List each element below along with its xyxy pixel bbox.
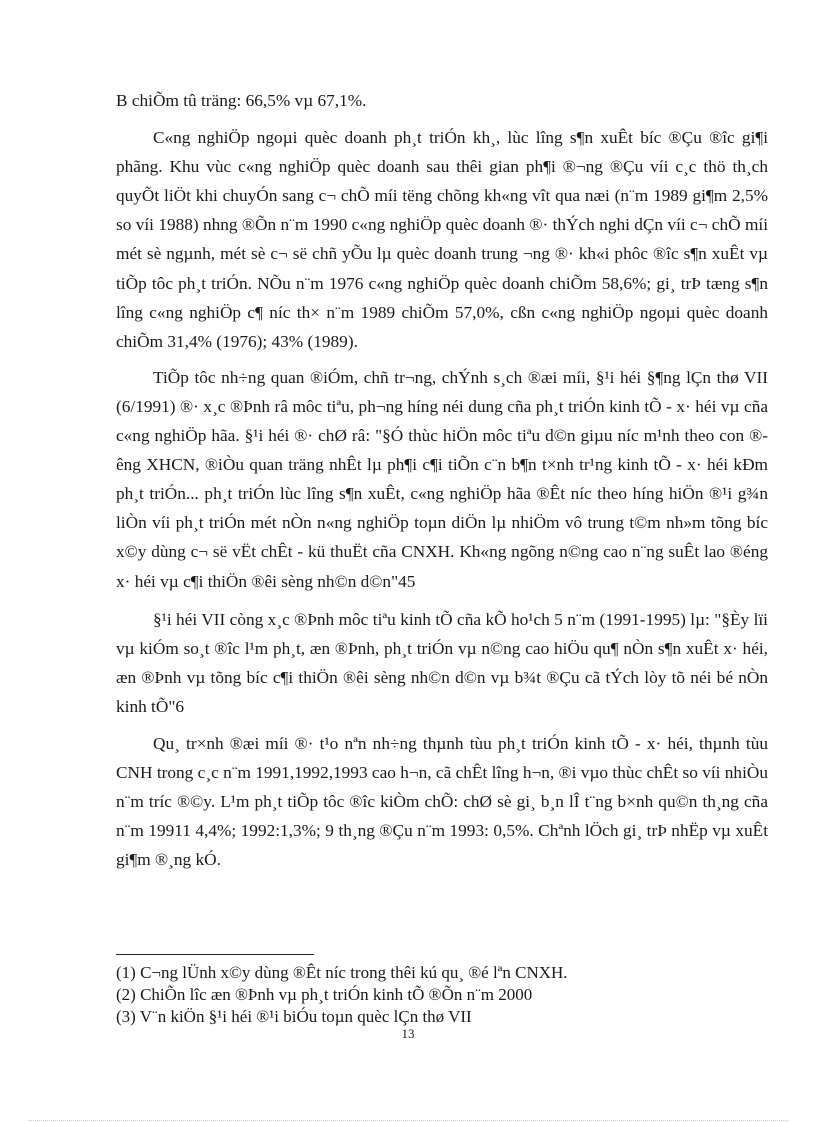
footnote-1: (1) C¬ng lÜnh x©y dùng ®Êt níc trong thêi kú qu¸ ®é lªn CNXH. bbox=[116, 963, 568, 982]
paragraph-4: §¹i héi VII còng x¸c ®Þnh môc tiªu kinh tÕ cña kÕ ho¹ch 5 n¨m (1991-1995) lµ: "§Èy lïi vµ kiÓm so¸t ®îc l¹m ph¸t, æn ®Þnh, ph¸t triÓn vµ n©ng cao hiÖu qu¶ nÒn s¶n xuÊt x· héi, æn ®Þnh vµ tõng bíc c¶i thiÖn ®êi sèng nh©n d©n vµ b¾t ®Çu cã tÝch lòy tõ néi bé nÒn kinh tÕ"6 bbox=[116, 609, 768, 716]
paragraph-5: Qu¸ tr×nh ®æi míi ®· t¹o nªn nh÷ng thµnh tùu ph¸t triÓn kinh tÕ - x· héi, thµnh tùu CNH trong c¸c n¨m 1991,1992,1993 cao h¬n, cã chÊt lîng h¬n, ®i vµo thùc chÊt so víi nhiÒu n¨m tríc ®©y. L¹m ph¸t tiÕp tôc ®îc kiÒm chÕ: chØ sè gi¸ b¸n lÎ t¨ng b×nh qu©n th¸ng cña n¨m 19911 4,4%; 1992:1,3%; 9 th¸ng ®Çu n¨m 1993: 0,5%. Chªnh lÖch gi¸ trÞ nhËp vµ xuÊt gi¶m ®¸ng kÓ. bbox=[116, 733, 768, 870]
body-text bbox=[116, 86, 768, 874]
footnote-2: (2) ChiÕn lîc æn ®Þnh vµ ph¸t triÓn kinh tÕ ®Õn n¨m 2000 bbox=[116, 985, 533, 1004]
page-bottom-edge bbox=[28, 1120, 788, 1121]
page-number: 13 bbox=[401, 1026, 415, 1041]
paragraph-3: TiÕp tôc nh÷ng quan ®iÓm, chñ tr¬ng, chÝnh s¸ch ®æi míi, §¹i héi §¶ng lÇn thø VII (6/1991) ®· x¸c ®Þnh râ môc tiªu, ph¬ng híng néi dung cña ph¸t triÓn kinh tÕ - x· héi vµ cña c«ng nghiÖp hãa. §¹i héi ®· chØ râ: "§Ó thùc hiÖn môc tiªu d©n giµu níc m¹nh theo con ®êng XHCN, ®iÒu quan träng nhÊt lµ ph¶i c¶i tiÕn c¨n b¶n t×nh tr¹ng kinh tÕ - x· héi kÐm ph¸t triÓn... ph¸t triÓn lùc lîng s¶n xuÊt, c«ng nghiÖp hãa ®Êt níc theo híng hiÖn ®¹i g¾n liÒn víi ph¸t triÓn mét nÒn n«ng nghiÖp toµn diÖn lµ nhiÖm vô trung t©m nh»m tõng bíc x©y dùng c¬ së vËt chÊt - kü thuËt cña CNXH. Kh«ng ngõng n©ng cao n¨ng suÊt lao ®éng x· héi vµ c¶i thiÖn ®êi sèng nh©n d©n"45 bbox=[116, 367, 768, 591]
footnote-3: (3) V¨n kiÖn §¹i héi ®¹i biÓu toµn quèc lÇn thø VII bbox=[116, 1007, 472, 1026]
footnote-divider bbox=[116, 954, 314, 955]
footnotes bbox=[116, 962, 768, 1028]
paragraph-2: C«ng nghiÖp ngoµi quèc doanh ph¸t triÓn kh¸, lùc lîng s¶n xuÊt bíc ®Çu ®îc gi¶i phãng. Khu vùc c«ng nghiÖp quèc doanh sau thêi gian ph¶i ®¬ng ®Çu víi c¸c thö th¸ch quyÕt liÖt khi chuyÓn sang c¬ chÕ míi tëng chõng kh«ng vît qua næi (n¨m 1989 gi¶m 2,5% so víi 1988) nhng ®Õn n¨m 1990 c«ng nghiÖp quèc doanh ®· thÝch nghi dÇn víi c¬ chÕ míi mét sè ngµnh, mét sè c¬ së chñ yÕu lµ quèc doanh trung ¬ng ®· kh«i phôc ®îc s¶n xuÊt vµ tiÕp tôc ph¸t triÓn. NÕu n¨m 1976 c«ng nghiÖp quèc doanh chiÕm 58,6%; gi¸ trÞ tæng s¶n lîng c«ng nghiÖp c¶ níc th× n¨m 1989 chiÕm 57,0%, cßn c«ng nghiÖp ngoµi quèc doanh chiÕm 31,4% (1976); 43% (1989). bbox=[116, 128, 768, 351]
paragraph-1: B chiÕm tû träng: 66,5% vµ 67,1%. bbox=[116, 91, 367, 110]
